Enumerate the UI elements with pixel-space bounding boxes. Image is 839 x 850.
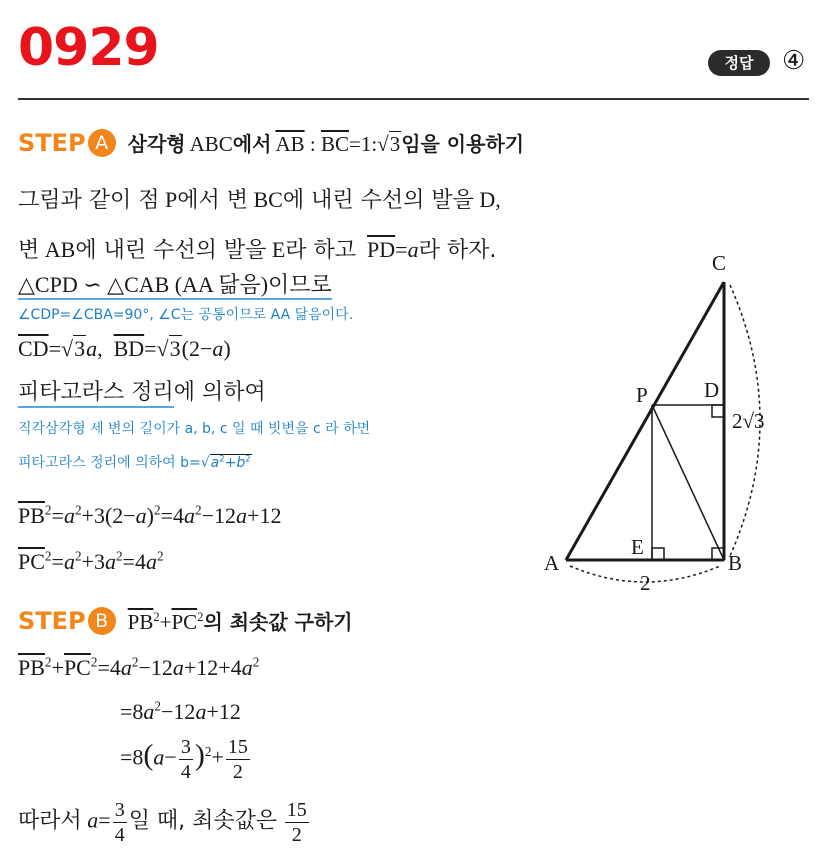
step-a-ratio: 1:	[360, 132, 378, 156]
step-a-title-2: ABC	[189, 132, 233, 156]
label-D: D	[704, 378, 720, 402]
similar-triangles-text: △CPD ∽ △CAB (AA 닮음)이므로	[18, 272, 332, 300]
note-pythagoras-2: 피타고라스 정리에 의하여 $b=√a^2+b^2$	[18, 453, 251, 471]
step-a-title-end: 임을 이용하기	[401, 132, 525, 156]
note-pythagoras-2-text: 피타고라스 정리에 의하여 b=	[18, 455, 201, 471]
sum-equation-1: $\overline{PB}^2+\overline{PC}^2=4a^2-12a+12+4a^2$	[18, 654, 260, 680]
sum-equation-3: =8(a− $\frac{3}{4}$ )$^2$+ $\frac{15}{2}$	[120, 736, 248, 783]
step-b-letter: B	[88, 607, 116, 635]
answer-value: ④	[782, 46, 806, 75]
step-b-title-end: 의 최솟값 구하기	[203, 610, 353, 634]
problem-number: 0929	[18, 18, 159, 78]
body-line-2: 변 AB에 내린 수선의 발을 E라 하고 $\overline{PD}=a$라 하자.	[18, 237, 497, 263]
sum-equation-2: $=8a^2-12a+12$	[120, 698, 241, 724]
step-b-heading: STEP B $\overline{PB}^2+\overline{PC}^2$의 최솟값 구하기	[18, 607, 353, 635]
label-A: A	[544, 551, 560, 575]
line1-text-b: 에서 변	[177, 188, 248, 213]
line2-text-c: 라 하고	[285, 238, 357, 263]
step-a-title-3: 에서	[232, 132, 272, 156]
pc-squared-equation: $\overline{PC}^2=a^2+3a^2=4a^2$	[18, 548, 164, 574]
line2-text-a: 변	[18, 238, 40, 263]
line2-text-b: 에 내린 수선의 발을	[75, 238, 267, 263]
answer-badge: 정답	[708, 50, 770, 76]
conclusion-text-b: 일 때, 최솟값은	[128, 808, 278, 834]
pythagoras-label: 피타고라스 정리	[18, 380, 174, 408]
step-a-tag: STEP	[18, 129, 86, 157]
step-a-letter: A	[88, 129, 116, 157]
conclusion-line: 따라서 a= $\frac{3}{4}$ 일 때, 최솟값은 $\frac{15}{2}$	[18, 799, 307, 846]
step-a-heading: STEP A 삼각형 ABC에서 $\overline{AB}$ : $\overline{BC}=1:√3$임을 이용하기	[18, 129, 525, 157]
step-b-tag: STEP	[18, 607, 86, 635]
side-BC-length: 2√3	[732, 409, 765, 433]
line2-text-d: 라 하자.	[418, 238, 497, 263]
right-angle-E	[652, 548, 664, 560]
pythagoras-tail: 에 의하여	[173, 380, 266, 405]
segment-AC	[566, 282, 724, 560]
label-C: C	[712, 251, 727, 275]
step-a-title-1: 삼각형	[127, 132, 186, 156]
line1-text-c: 에 내린 수선의 발을	[282, 188, 474, 213]
label-B: B	[728, 551, 743, 575]
right-angle-B	[712, 548, 724, 560]
label-E: E	[631, 535, 644, 559]
body-line-1: 그림과 같이 점 P에서 변 BC에 내린 수선의 발을 D,	[18, 187, 501, 213]
conclusion-text-a: 따라서	[18, 808, 82, 834]
note-similar: ∠CDP=∠CBA=90°, ∠C는 공통이므로 AA 닮음이다.	[18, 307, 354, 323]
segment-PB	[652, 405, 724, 560]
cd-bd-line: $\overline{CD}=√3a$, $\overline{BD}=√3(2-a)$	[18, 336, 231, 361]
note-pythagoras-1: 직각삼각형 세 변의 길이가 a, b, c 일 때 빗변을 c 라 하면	[18, 421, 371, 437]
side-AB-length: 2	[640, 571, 651, 595]
pb-squared-equation: $\overline{PB}^2=a^2+3(2-a)^2=4a^2-12a+12$	[18, 502, 282, 528]
right-angle-D	[712, 405, 724, 417]
label-P: P	[636, 383, 648, 407]
line1-text-a: 그림과 같이 점	[18, 188, 160, 213]
